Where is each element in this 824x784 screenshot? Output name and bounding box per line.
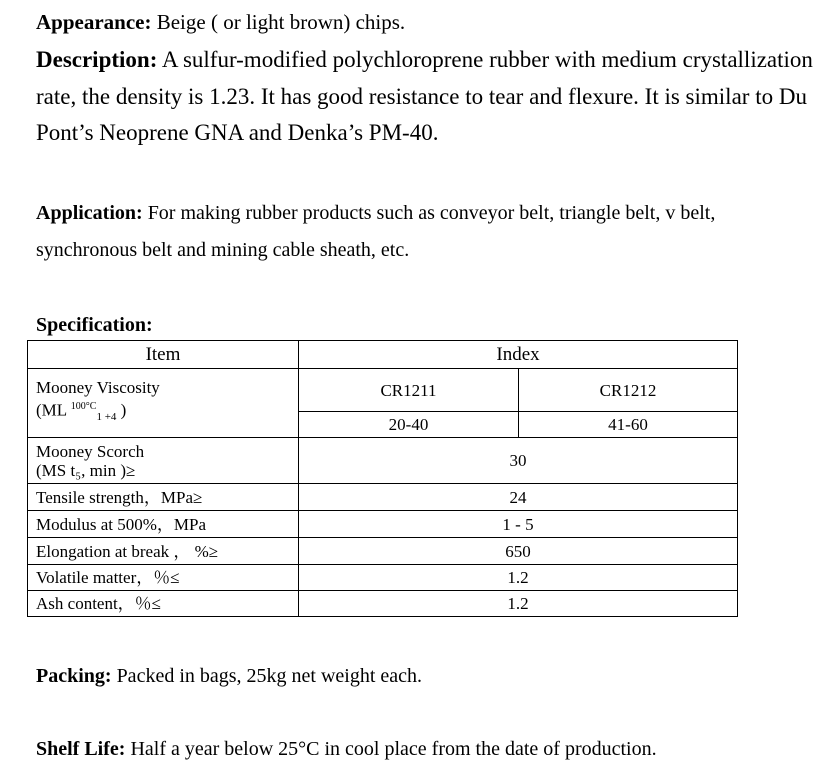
row-item: Volatile matter，％≤ [28,565,299,591]
mooney-scorch-cell [28,438,299,484]
shelf-life-label: Shelf Life: [36,738,126,760]
description-paragraph [36,42,814,152]
header-index: Index [299,341,738,369]
viscosity-value-cr1212: 41-60 [519,412,738,438]
mooney-viscosity-label: Mooney Viscosity [36,378,160,398]
shelf-life-text: Half a year below 25°C in cool place from the date of production. [130,738,657,760]
description-text: A sulfur-modified polychloroprene rubber with medium crystallization rate, the density is 1.23. It has good resistance to tear and flexure. It is similar to Du Pont’s Neoprene GNA and Denka’s PM-40. [36,47,813,145]
condition-time: 1 +4 [96,411,117,424]
appearance-label: Appearance: [36,10,152,34]
row-value: 1.2 [299,591,738,617]
application-label: Application: [36,202,143,224]
packing-label: Packing: [36,665,112,687]
row-item: Elongation at break ， %≥ [28,538,299,565]
row-value: 1.2 [299,565,738,591]
row-item: Tensile strength，MPa≥ [28,484,299,511]
description-label: Description: [36,47,158,72]
mooney-scorch-value: 30 [299,438,738,484]
table-row [28,511,738,538]
grade-cr1211: CR1211 [299,369,519,412]
packing-paragraph [36,659,422,693]
specification-table [27,340,738,617]
header-item: Item [28,341,299,369]
application-paragraph [36,195,806,269]
row-value: 650 [299,538,738,565]
table-row [28,538,738,565]
appearance-paragraph [36,4,816,40]
mooney-scorch-label: Mooney Scorch [36,441,145,461]
shelf-life-paragraph [36,732,816,766]
packing-text: Packed in bags, 25kg net weight each. [116,665,423,687]
condition-temperature: 100°C [70,401,97,413]
viscosity-value-cr1211: 20-40 [299,412,519,438]
mooney-viscosity-condition [36,397,290,427]
row-item: Modulus at 500%，MPa [28,511,299,538]
table-row [28,438,738,484]
application-text: For making rubber products such as conveyor belt, triangle belt, v belt, synchronous belt and mining cable sheath, etc. [36,202,716,261]
table-row [28,565,738,591]
row-value: 1 - 5 [299,511,738,538]
specification-title: Specification: [36,314,153,336]
row-value: 24 [299,484,738,511]
appearance-text: Beige ( or light brown) chips. [156,10,406,34]
mooney-viscosity-cell [28,369,299,438]
row-item: Ash content，％≤ [28,591,299,617]
table-row [28,591,738,617]
table-row [28,484,738,511]
condition-close: ) [116,401,127,421]
table-header-row [28,341,738,369]
mooney-scorch-condition: (MS t₅, min )≥ [36,460,136,480]
table-row [28,369,738,412]
grade-cr1212: CR1212 [519,369,738,412]
condition-open: (ML [36,401,71,421]
